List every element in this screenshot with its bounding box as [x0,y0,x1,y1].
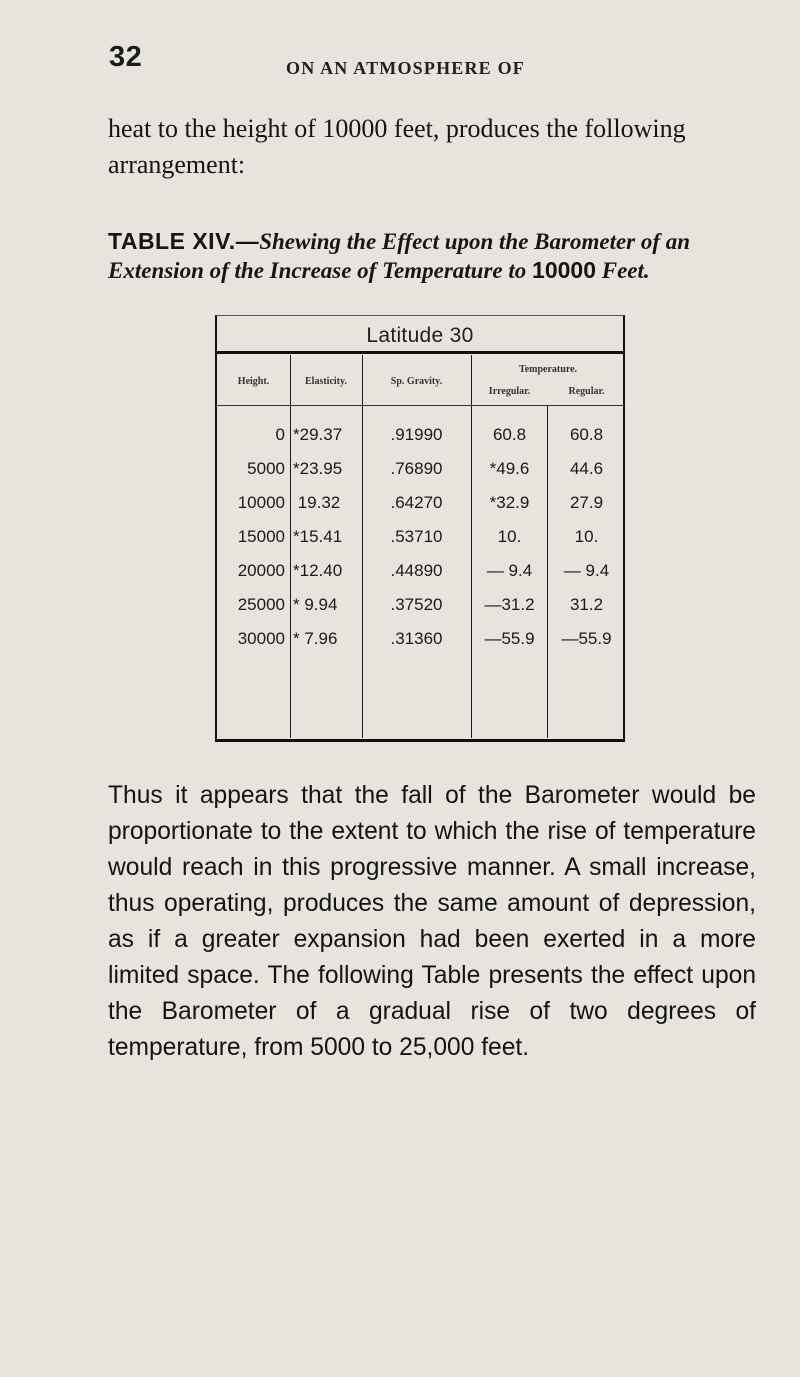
table-row [217,556,623,586]
cell-irregular: — 9.4 [486,561,533,580]
header-height: Height. [237,376,270,387]
cell-gravity: .44890 [390,561,443,580]
cell-height: 20000 [237,561,285,580]
cell-irregular: 10. [497,527,522,546]
table-row [217,488,623,518]
header-rule [217,405,625,406]
header-irregular: Irregular. [488,386,531,397]
cell-irregular: —55.9 [484,629,535,648]
cell-height: 25000 [237,595,285,614]
cell-irregular: —31.2 [484,595,535,614]
header-gravity: Sp. Gravity. [390,376,443,387]
cell-gravity: .64270 [390,493,443,512]
cell-height: 30000 [237,629,285,648]
cell-regular: —55.9 [561,629,612,648]
cell-gravity: .31360 [390,629,443,648]
header-elasticity: Elasticity. [305,376,347,387]
header-temperature: Temperature. [518,364,578,375]
cell-elasticity: * 7.96 [293,629,338,648]
running-head: ON AN ATMOSPHERE OF [286,58,525,78]
cell-regular: — 9.4 [563,561,610,580]
cell-height: 15000 [237,527,285,546]
cell-elasticity: *12.40 [293,561,343,580]
table-row [217,590,623,620]
cell-irregular: *49.6 [489,459,530,478]
cell-gravity: .91990 [390,425,443,444]
cell-regular: 27.9 [569,493,604,512]
table-top-rule [217,351,623,354]
data-table [215,315,625,742]
cell-gravity: .53710 [390,527,443,546]
table-row [217,420,623,450]
cell-regular: 10. [574,527,599,546]
cell-elasticity: *23.95 [293,459,343,478]
page-number: 32 [109,41,143,73]
table-caption [108,227,756,285]
body-paragraph: Thus it appears that the fall of the Barometer would be proportionate to the extent to which the rise of temperature would reach in this progressive manner. A small increase, thus operating, produces the same amount of depression, as if a greater expansion had been exerted in a more limited space. The following Table presents the effect upon the Barometer of a gradual rise of two degrees of temperature, from 5000 to 25,000 feet. [108,782,756,1061]
cell-elasticity: * 9.94 [293,595,338,614]
table-row [217,522,623,552]
cell-gravity: .76890 [390,459,443,478]
cell-regular: 60.8 [569,425,604,444]
cell-height: 5000 [247,459,285,478]
table-caption-description: Shewing the Effect upon the Barometer of an Extension of the Increase of Temperature to [108,229,691,283]
cell-height: 10000 [237,493,285,512]
cell-elasticity: *29.37 [293,425,343,444]
header-regular: Regular. [568,386,605,397]
cell-gravity: .37520 [390,595,443,614]
table-row [217,454,623,484]
table-caption-lead: TABLE XIV.— [108,228,260,254]
cell-elasticity: *15.41 [293,527,343,546]
cell-height: 0 [275,425,285,444]
table-caption-number: 10000 [532,257,596,283]
intro-paragraph: heat to the height of 10000 feet, produces the following arrangement: [108,114,686,179]
cell-regular: 31.2 [569,595,604,614]
cell-irregular: *32.9 [489,493,530,512]
cell-irregular: 60.8 [492,425,527,444]
cell-regular: 44.6 [569,459,604,478]
cell-elasticity: 19.32 [293,493,341,512]
table-row [217,624,623,654]
table-group-title: Latitude 30 [366,324,474,347]
table-caption-tail: Feet. [601,258,650,283]
